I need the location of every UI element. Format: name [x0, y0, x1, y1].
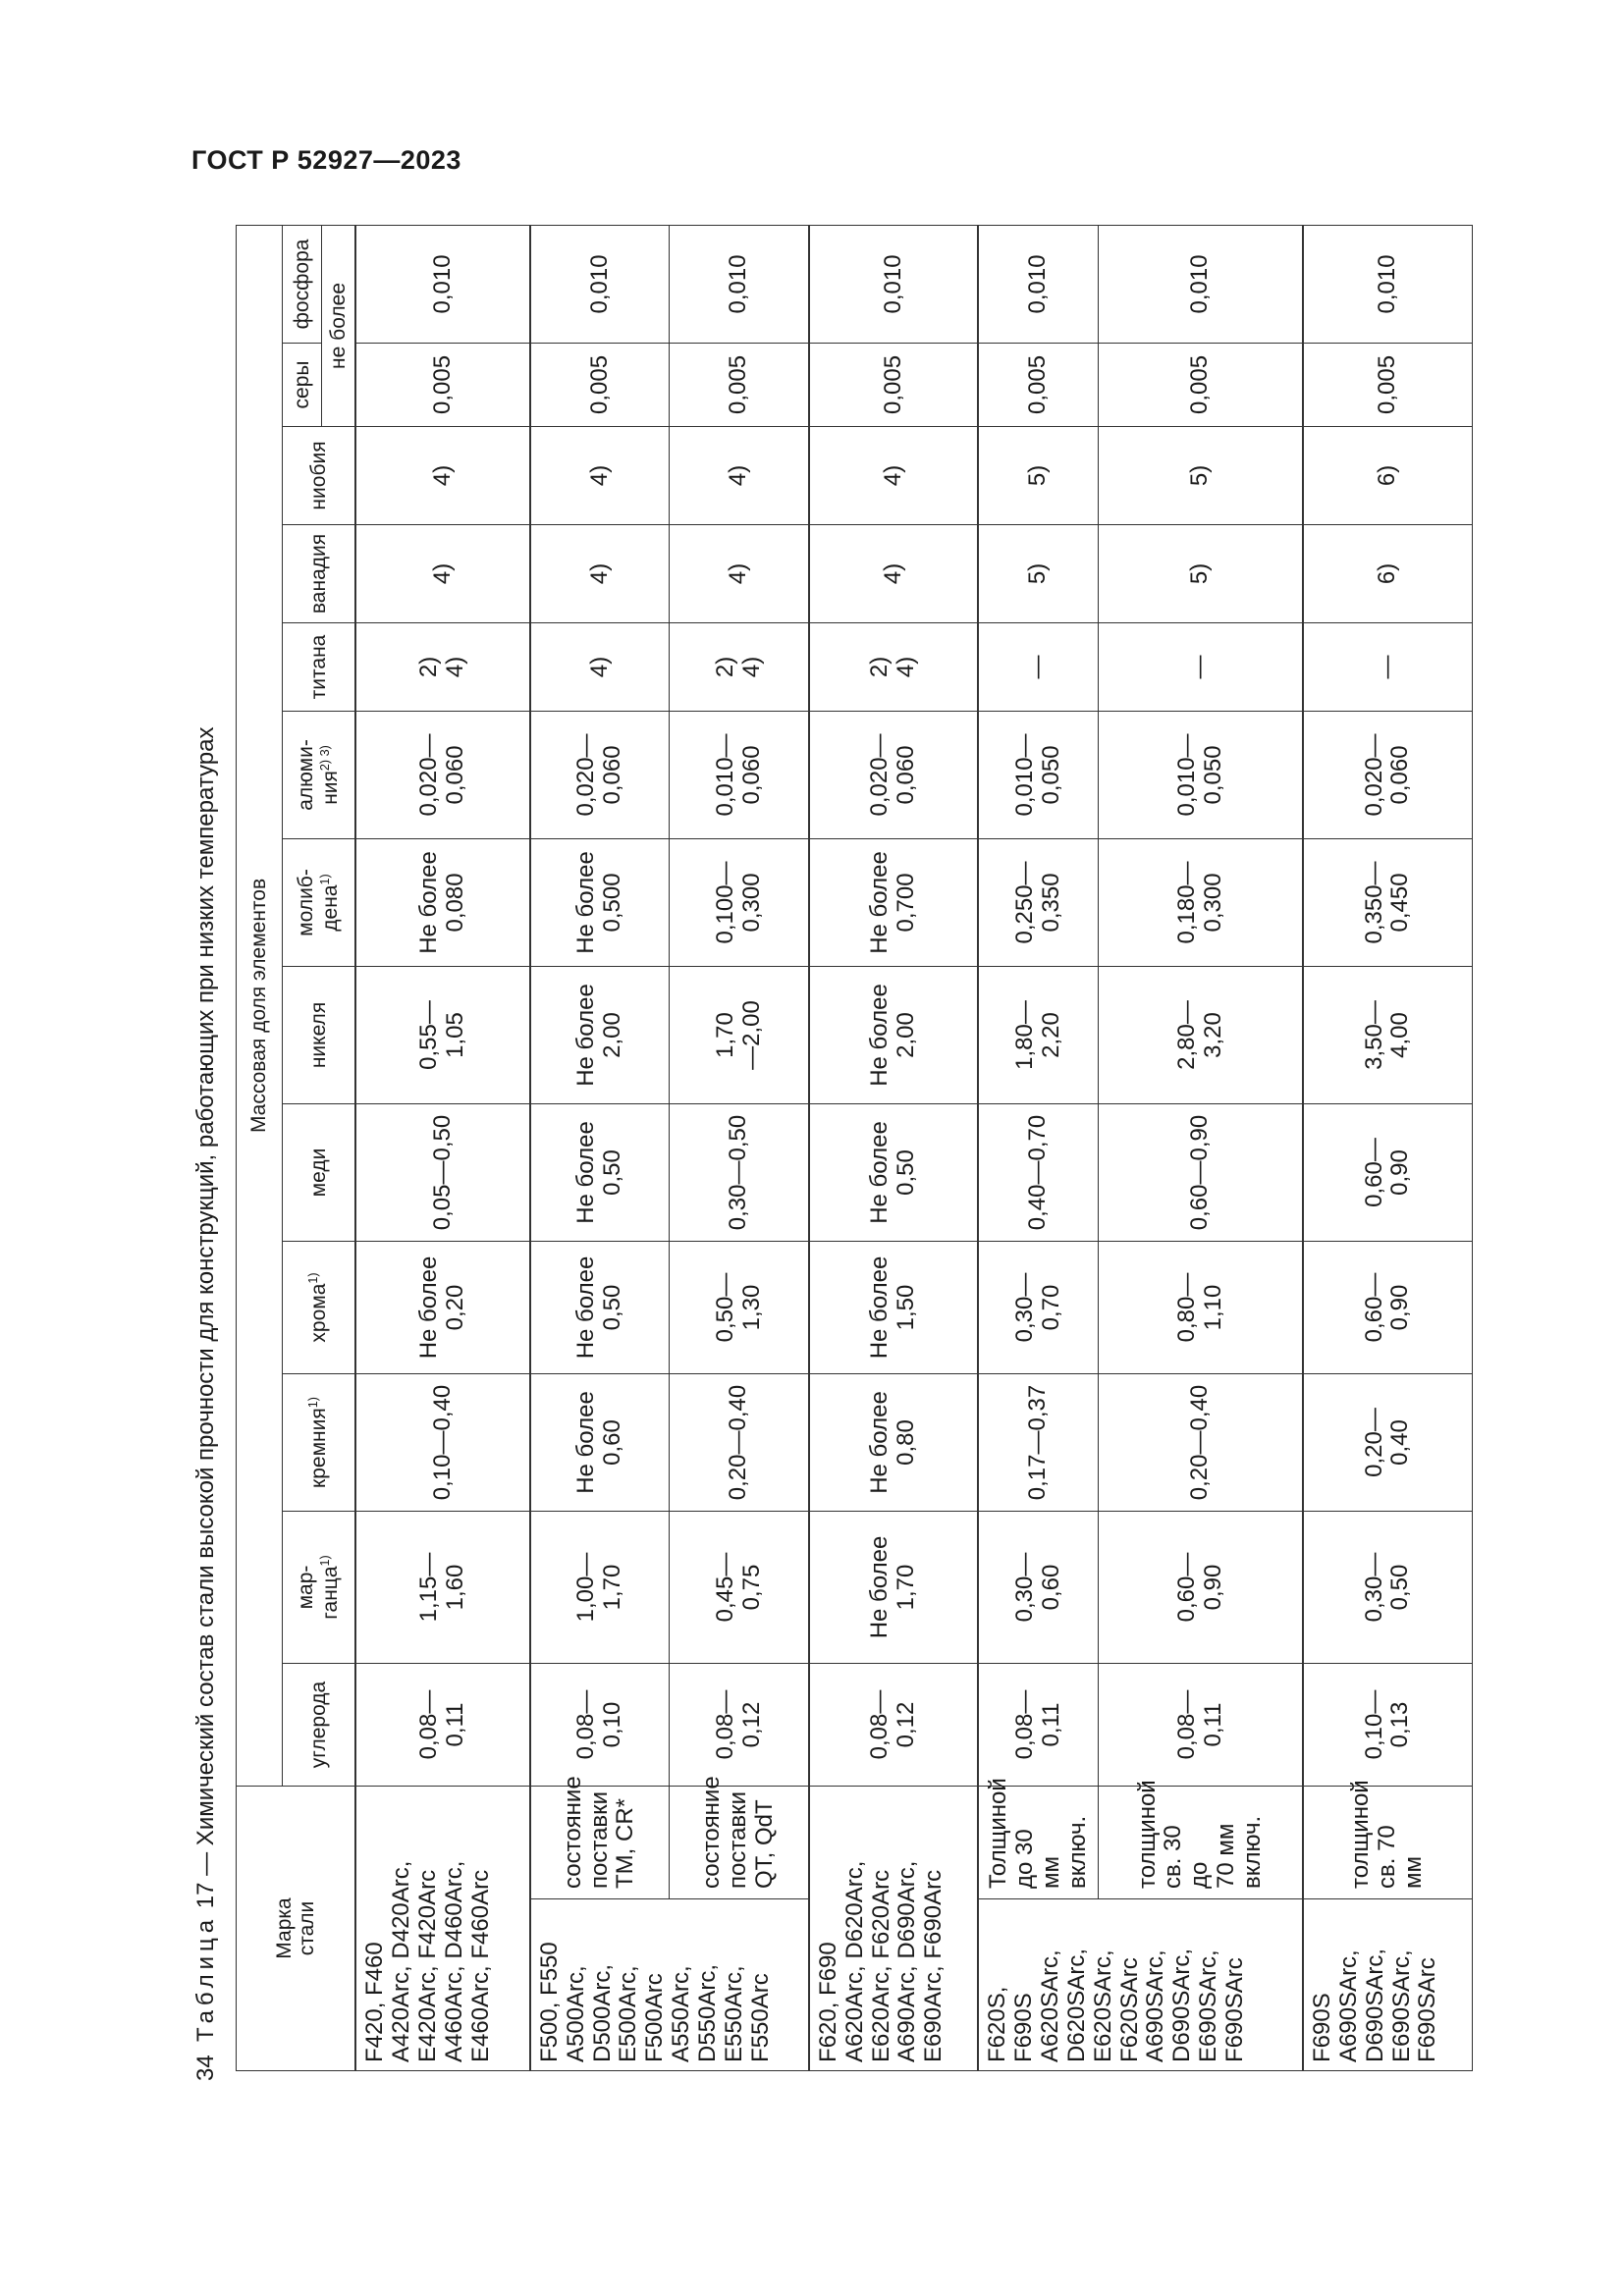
table-row — [530, 225, 670, 2070]
value-sulfur: 0,005 — [670, 343, 809, 426]
header-mass-fraction: Массовая доля элементов — [237, 225, 283, 1786]
value-silicon: 0,10—0,40 — [355, 1373, 530, 1511]
value-titanium: — — [1099, 622, 1303, 711]
value-molybdenum: 0,350— 0,450 — [1303, 838, 1473, 966]
value-titanium: — — [978, 622, 1099, 711]
grade-cell: F690S A690SArc, D690SArc, E690SArc, F690SArc — [1303, 1899, 1473, 2071]
value-silicon: 0,20— 0,40 — [1303, 1373, 1473, 1511]
value-carbon: 0,10— 0,13 — [1303, 1663, 1473, 1786]
value-titanium: — — [1303, 622, 1473, 711]
value-chromium: Не более 0,20 — [355, 1241, 530, 1373]
header-nickel: никеля — [282, 966, 355, 1103]
value-aluminum: 0,020— 0,060 — [530, 711, 670, 838]
value-vanadium: 4) — [530, 524, 670, 622]
value-nickel: 1,70 —2,00 — [670, 966, 809, 1103]
value-copper: 0,60— 0,90 — [1303, 1103, 1473, 1241]
value-nickel: Не более 2,00 — [530, 966, 670, 1103]
header-carbon: углерода — [282, 1663, 355, 1786]
value-manganese: 0,45— 0,75 — [670, 1511, 809, 1663]
value-molybdenum: 0,100— 0,300 — [670, 838, 809, 966]
value-manganese: 1,15— 1,60 — [355, 1511, 530, 1663]
value-carbon: 0,08— 0,11 — [978, 1663, 1099, 1786]
table-row — [809, 225, 978, 2070]
value-aluminum: 0,010— 0,050 — [978, 711, 1099, 838]
header-aluminum: алюми- ния$^{2) 3)}$ — [282, 711, 355, 838]
value-phosphorus: 0,010 — [1099, 225, 1303, 343]
value-niobium: 5) — [1099, 426, 1303, 524]
document-header: ГОСТ Р 52927—2023 — [191, 145, 461, 175]
sub-condition-cell: состояние поставки TM, CR* — [530, 1786, 670, 1898]
value-copper: 0,60—0,90 — [1099, 1103, 1303, 1241]
grade-cell: F500, F550 A500Arc, D500Arc, E500Arc, F500Arc A550Arc, D550Arc, E550Arc, F550Arc — [530, 1899, 809, 2071]
table-row — [1099, 225, 1303, 2070]
sub-condition-cell: состояние поставки QT, QdT — [670, 1786, 809, 1898]
header-titanium: титана — [282, 622, 355, 711]
value-niobium: 4) — [530, 426, 670, 524]
value-sulfur: 0,005 — [355, 343, 530, 426]
value-chromium: Не более 0,50 — [530, 1241, 670, 1373]
header-grade: Марка стали — [237, 1786, 356, 2070]
value-molybdenum: 0,250— 0,350 — [978, 838, 1099, 966]
value-copper: 0,05—0,50 — [355, 1103, 530, 1241]
value-silicon: 0,17—0,37 — [978, 1373, 1099, 1511]
header-manganese: мар- ганца$^{1)}$ — [282, 1511, 355, 1663]
value-carbon: 0,08— 0,10 — [530, 1663, 670, 1786]
value-molybdenum: Не более 0,080 — [355, 838, 530, 966]
value-vanadium: 4) — [355, 524, 530, 622]
value-niobium: 6) — [1303, 426, 1473, 524]
value-chromium: 0,80— 1,10 — [1099, 1241, 1303, 1373]
value-phosphorus: 0,010 — [809, 225, 978, 343]
value-carbon: 0,08— 0,11 — [355, 1663, 530, 1786]
header-molybdenum: молиб- дена$^{1)}$ — [282, 838, 355, 966]
value-phosphorus: 0,010 — [670, 225, 809, 343]
rotated-table-page — [192, 226, 1474, 2081]
header-silicon: кремния$^{1)}$ — [282, 1373, 355, 1511]
page-number: 34 — [192, 2055, 219, 2081]
value-titanium: 2) 4) — [809, 622, 978, 711]
value-manganese: Не более 1,70 — [809, 1511, 978, 1663]
value-vanadium: 4) — [670, 524, 809, 622]
value-manganese: 0,30— 0,60 — [978, 1511, 1099, 1663]
value-sulfur: 0,005 — [1099, 343, 1303, 426]
value-chromium: 0,30— 0,70 — [978, 1241, 1099, 1373]
value-niobium: 4) — [355, 426, 530, 524]
sub-thickness-cell: толщиной св. 70 мм — [1303, 1786, 1473, 1898]
grade-cell: F620, F690 A620Arc, D620Arc, E620Arc, F620Arc A690Arc, D690Arc, E690Arc, F690Arc — [809, 1786, 978, 2070]
value-sulfur: 0,005 — [1303, 343, 1473, 426]
value-niobium: 4) — [670, 426, 809, 524]
header-not-more: не более — [322, 225, 355, 426]
value-sulfur: 0,005 — [978, 343, 1099, 426]
value-nickel: 3,50— 4,00 — [1303, 966, 1473, 1103]
header-phosphorus: фосфора — [282, 225, 322, 343]
caption-text: 17 — Химический состав стали высокой прочности для конструкций, работающих при низких температурах — [192, 726, 219, 1909]
value-copper: 0,30—0,50 — [670, 1103, 809, 1241]
table-row — [1303, 225, 1473, 2070]
value-vanadium: 4) — [809, 524, 978, 622]
value-phosphorus: 0,010 — [978, 225, 1099, 343]
value-titanium: 2) 4) — [670, 622, 809, 711]
header-chromium: хрома$^{1)}$ — [282, 1241, 355, 1373]
sub-thickness-cell: толщиной св. 30 до 70 мм включ. — [1099, 1786, 1303, 1898]
caption-label: Таблица — [192, 1914, 219, 2042]
header-vanadium: ванадия — [282, 524, 355, 622]
value-silicon: 0,20—0,40 — [670, 1373, 809, 1511]
value-phosphorus: 0,010 — [1303, 225, 1473, 343]
header-sulfur: серы — [282, 343, 322, 426]
value-silicon: Не более 0,80 — [809, 1373, 978, 1511]
value-manganese: 0,60— 0,90 — [1099, 1511, 1303, 1663]
value-nickel: 0,55— 1,05 — [355, 966, 530, 1103]
value-copper: Не более 0,50 — [530, 1103, 670, 1241]
value-niobium: 5) — [978, 426, 1099, 524]
grade-cell: F620S, F690S A620SArc, D620SArc, E620SArc, F620SArc A690SArc, D690SArc, E690SArc, F690SArc — [978, 1899, 1303, 2071]
value-nickel: Не более 2,00 — [809, 966, 978, 1103]
value-niobium: 4) — [809, 426, 978, 524]
value-chromium: 0,50— 1,30 — [670, 1241, 809, 1373]
value-carbon: 0,08— 0,11 — [1099, 1663, 1303, 1786]
value-aluminum: 0,020— 0,060 — [355, 711, 530, 838]
grade-cell: F420, F460 A420Arc, D420Arc, E420Arc, F420Arc A460Arc, D460Arc, E460Arc, F460Arc — [355, 1786, 530, 2070]
value-molybdenum: Не более 0,700 — [809, 838, 978, 966]
value-sulfur: 0,005 — [530, 343, 670, 426]
value-phosphorus: 0,010 — [530, 225, 670, 343]
value-phosphorus: 0,010 — [355, 225, 530, 343]
value-aluminum: 0,020— 0,060 — [809, 711, 978, 838]
value-chromium: Не более 1,50 — [809, 1241, 978, 1373]
composition-table — [236, 225, 1473, 2071]
value-aluminum: 0,010— 0,060 — [670, 711, 809, 838]
value-vanadium: 5) — [1099, 524, 1303, 622]
table-caption — [192, 727, 220, 2042]
value-copper: 0,40—0,70 — [978, 1103, 1099, 1241]
value-nickel: 1,80— 2,20 — [978, 966, 1099, 1103]
value-titanium: 2) 4) — [355, 622, 530, 711]
value-aluminum: 0,010— 0,050 — [1099, 711, 1303, 838]
value-vanadium: 6) — [1303, 524, 1473, 622]
value-molybdenum: 0,180— 0,300 — [1099, 838, 1303, 966]
table-row — [355, 225, 530, 2070]
header-niobium: ниобия — [282, 426, 355, 524]
table-row — [670, 225, 809, 2070]
value-molybdenum: Не более 0,500 — [530, 838, 670, 966]
value-manganese: 1,00— 1,70 — [530, 1511, 670, 1663]
value-silicon: Не более 0,60 — [530, 1373, 670, 1511]
value-aluminum: 0,020— 0,060 — [1303, 711, 1473, 838]
value-copper: Не более 0,50 — [809, 1103, 978, 1241]
table-row — [978, 225, 1099, 2070]
value-carbon: 0,08— 0,12 — [670, 1663, 809, 1786]
value-vanadium: 5) — [978, 524, 1099, 622]
header-copper: меди — [282, 1103, 355, 1241]
sub-thickness-cell: Толщиной до 30 мм включ. — [978, 1786, 1099, 1898]
value-titanium: 4) — [530, 622, 670, 711]
value-nickel: 2,80— 3,20 — [1099, 966, 1303, 1103]
value-manganese: 0,30— 0,50 — [1303, 1511, 1473, 1663]
value-sulfur: 0,005 — [809, 343, 978, 426]
value-carbon: 0,08— 0,12 — [809, 1663, 978, 1786]
value-chromium: 0,60— 0,90 — [1303, 1241, 1473, 1373]
value-silicon: 0,20—0,40 — [1099, 1373, 1303, 1511]
